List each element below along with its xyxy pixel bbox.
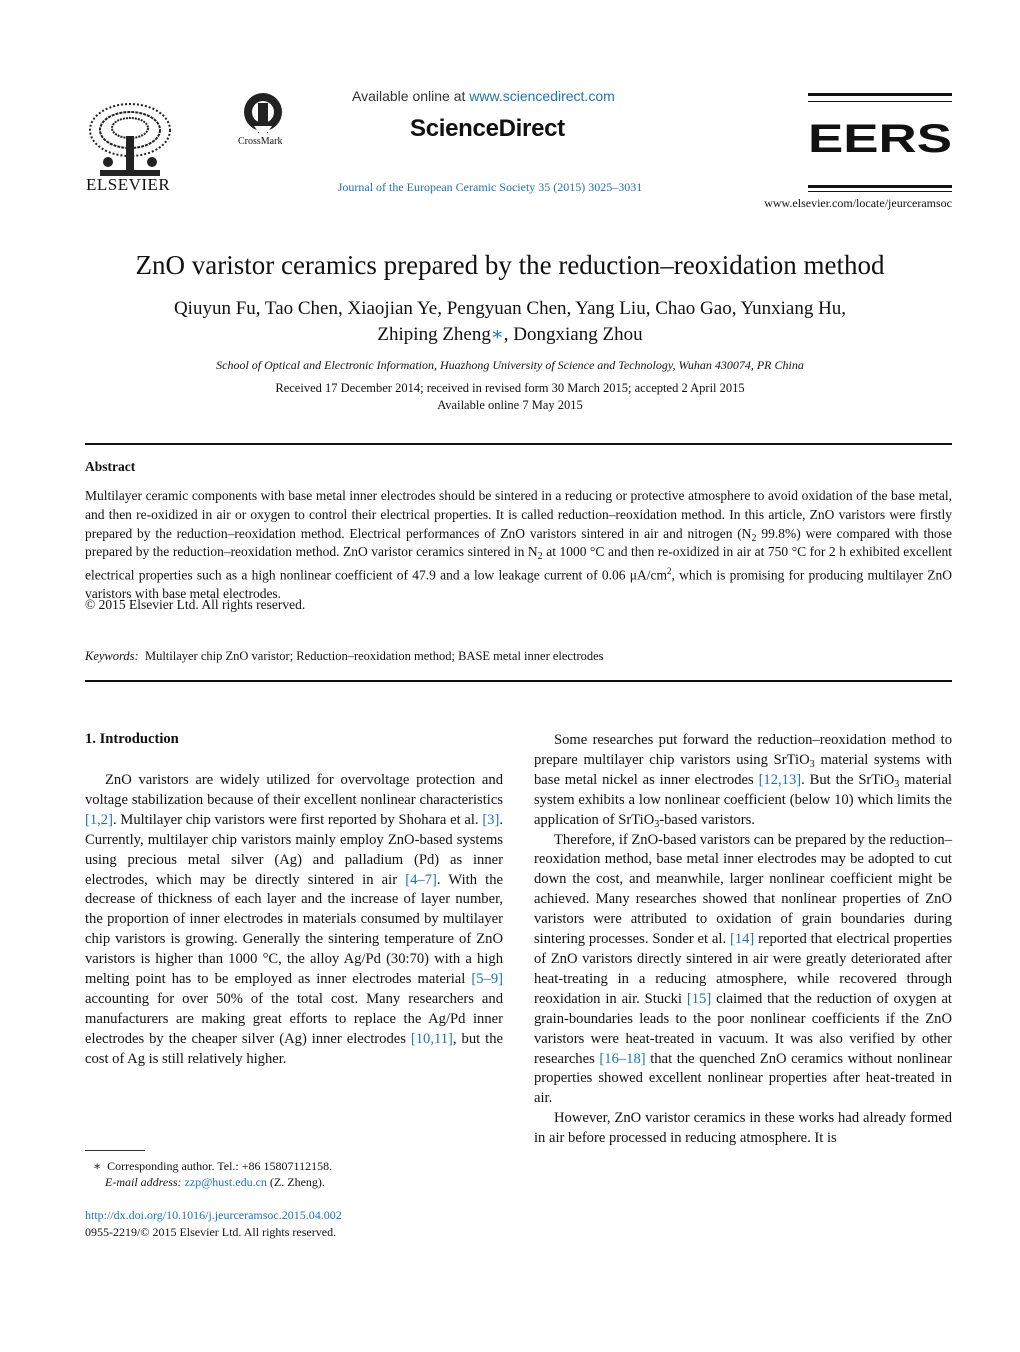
received-dates: Received 17 December 2014; received in revised form 30 March 2015; accepted 2 April 2015 <box>275 381 745 395</box>
eers-logo-icon <box>808 118 952 158</box>
available-online: Available online at www.sciencedirect.com <box>352 88 615 104</box>
abstract-heading: Abstract <box>85 459 136 474</box>
elsevier-wordmark: ELSEVIER <box>86 175 171 194</box>
eers-rule-bottom-thin <box>808 191 952 192</box>
sciencedirect-link[interactable]: www.sciencedirect.com <box>469 88 615 104</box>
subscript: 3 <box>654 818 660 830</box>
affiliation: School of Optical and Electronic Information, Huazhong University of Science and Technology, Wuhan 430074, PR China <box>216 358 804 372</box>
intro-paragraph-1: ZnO varistors are widely utilized for overvoltage protection and voltage stabilization because of their excellent nonlinear characteristics [1,2]. Multilayer chip varistors were first reported by Shohara et al. [3]. Currently, multilayer chip varistors mainly employ ZnO-based systems using precious metal silver (Ag) and palladium (Pd) as inner electrodes, which may be directly sintered in air [4–7]. With the decrease of thickness of each layer and the increase of layer number, the proportion of inner electrodes in materials consumed by multilayer chip varistors is growing. Generally the sintering temperature of ZnO varistors is higher than 1000 °C, the alloy Ag/Pd (30:70) with a high melting point has to be employed as inner electrodes material [5–9] accounting for over 50% of the total cost. Many researchers and manufacturers are making great efforts to replace the Ag/Pd inner electrodes by the cheaper silver (Ag) inner electrodes [10,11], but the cost of Ag is still relatively higher. <box>85 772 503 1067</box>
abstract-copyright: © 2015 Elsevier Ltd. All rights reserved. <box>85 597 306 612</box>
doi-link[interactable]: http://dx.doi.org/10.1016/j.jeurceramsoc.2015.04.002 <box>85 1208 342 1222</box>
keywords-label: Keywords: <box>85 649 139 663</box>
authors-line-2 <box>80 322 940 348</box>
crossmark-label: CrossMark <box>238 136 283 147</box>
abstract-text: Multilayer ceramic components with base metal inner electrodes should be sintered in a reducing or protective atmosphere to avoid oxidation of the base metal, and then re-oxidized in air or oxygen to control their electrical properties. It is called reduction–reoxidation method. In this article, ZnO varistors were firstly prepared by the reduction–reoxidation method. Electrical performances of ZnO varistors sintered in air and nitrogen ($N_2$ 99.8%) were compared with those prepared by the reduction–reoxidation method. ZnO varistor ceramics sintered in $N_2$ at 1000 °C and then re-oxidized in air at 750 °C for 2 h exhibited excellent electrical properties such as a high nonlinear coefficient of 47.9 and a low leakage current of 0.06 $\mu A/cm^2$, which is promising for producing multilayer ZnO varistors with base metal electrodes. <box>85 488 953 602</box>
article-title: ZnO varistor ceramics prepared by the reduction–reoxidation method <box>135 250 885 280</box>
abstract-rule-bottom <box>85 680 952 682</box>
keywords <box>85 649 604 664</box>
left-column <box>85 771 503 1070</box>
available-date: Available online 7 May 2015 <box>437 398 583 412</box>
article-dates <box>60 380 960 414</box>
eers-rule-bottom <box>808 185 952 188</box>
authors-line-1: Qiuyun Fu, Tao Chen, Xiaojian Ye, Pengyuan Chen, Yang Liu, Chao Gao, Yunxiang Hu, <box>173 298 847 319</box>
author-list <box>80 296 940 348</box>
subscript: 3 <box>894 778 900 790</box>
email-link[interactable]: zzp@hust.edu.cn <box>184 1175 267 1189</box>
footnote-rule <box>85 1150 145 1151</box>
intro-paragraph-4: However, ZnO varistor ceramics in these works had already formed in air before processed in reducing atmosphere. It is <box>534 1110 952 1147</box>
eers-rule-top-thin <box>808 101 952 102</box>
abstract-rule-top <box>85 443 952 445</box>
journal-reference-link[interactable]: Journal of the European Ceramic Society 35 (2015) 3025–3031 <box>337 180 643 194</box>
citation-link[interactable]: [12,13] <box>758 771 802 788</box>
citation-link[interactable]: [3] <box>482 811 500 828</box>
citation-link[interactable]: [1,2] <box>85 811 113 828</box>
citation-link[interactable]: [10,11] <box>410 1030 453 1047</box>
author-corresponding[interactable]: Zhiping Zheng <box>377 324 491 345</box>
eers-rule-top <box>808 93 952 96</box>
keywords-list: Multilayer chip ZnO varistor; Reduction–reoxidation method; BASE metal inner electrodes <box>144 649 604 663</box>
section-heading-introduction: 1. Introduction <box>85 731 179 747</box>
eers-logo-text: EERS <box>808 118 952 158</box>
corresponding-star-link[interactable]: ∗ <box>490 324 504 345</box>
citation-link[interactable]: [15] <box>686 990 712 1007</box>
citation-link[interactable]: [14] <box>729 931 755 948</box>
footnote-email: E-mail address: zzp@hust.edu.cn (Z. Zheng). <box>105 1175 325 1189</box>
author-last: , Dongxiang Zhou <box>503 324 643 345</box>
right-column <box>534 731 952 1149</box>
intro-paragraph-2: Some researches put forward the reduction–reoxidation method to prepare multilayer chip varistors using SrTiO$_3$ material systems with base metal nickel as inner electrodes [12,13]. But the SrTiO$_3$ material system exhibits a low nonlinear coefficient (below 10) which limits the application of SrTiO$_3$-based varistors. <box>534 732 952 830</box>
citation-link[interactable]: [16–18] <box>599 1050 646 1067</box>
issn-line: 0955-2219/© 2015 Elsevier Ltd. All rights reserved. <box>85 1225 337 1239</box>
subscript: 3 <box>809 758 815 770</box>
intro-paragraph-3: Therefore, if ZnO-based varistors can be prepared by the reduction–reoxidation method, base metal inner electrodes may be adopted to cut down the cost, and meanwhile, larger nonlinear coefficient might be achieved. Many researches showed that nonlinear properties of ZnO varistors were attributed to oxidation of grain boundaries during sintering processes. Sonder et al. [14] reported that electrical properties of ZnO varistors directly sintered in air were greatly deteriorated after heat-treating in a reducing atmosphere, while recovered through reoxidation in air. Stucki [15] claimed that the reduction of oxygen at grain-boundaries leads to the poor nonlinear coefficients if the ZnO varistors were heat-treated in vacuum. It was also verified by other researches [16–18] that the quenched ZnO ceramics without nonlinear properties showed excellent nonlinear properties after heat-treated in air. <box>534 831 952 1107</box>
footnote-corresponding: ∗ Corresponding author. Tel.: +86 15807112158. <box>93 1159 333 1173</box>
journal-url[interactable]: www.elsevier.com/locate/jeurceramsoc <box>764 196 952 210</box>
sciencedirect-logo: ScienceDirect <box>410 115 565 142</box>
citation-link[interactable]: [5–9] <box>471 971 503 988</box>
citation-link[interactable]: [4–7] <box>405 871 437 888</box>
